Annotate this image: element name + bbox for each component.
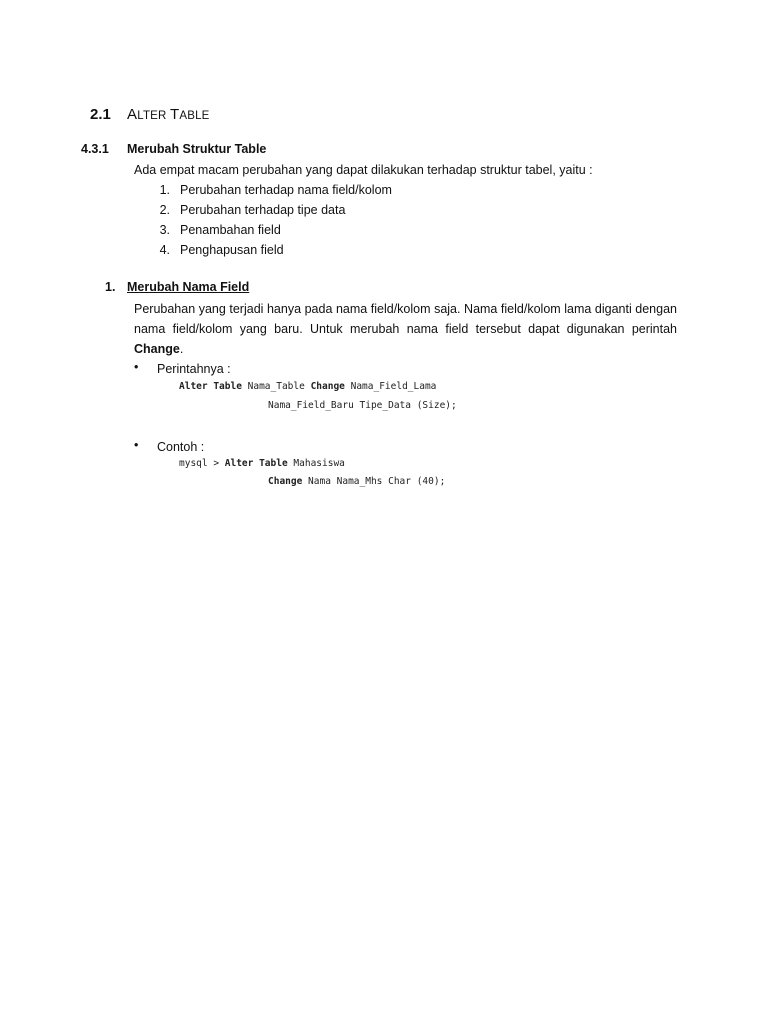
subsection-intro: Ada empat macam perubahan yang dapat dilakukan terhadap struktur tabel, yaitu : [134, 163, 593, 177]
section-number: 2.1 [90, 106, 111, 123]
section-title-part-1: LTER [137, 110, 170, 122]
list-item-number: 2. [159, 203, 170, 217]
subsection-title: Merubah Struktur Table [127, 142, 267, 156]
code-keyword: Change [268, 476, 303, 487]
syntax-line-2: Nama_Field_Baru Tipe_Data (Size); [268, 400, 457, 411]
bullet-icon: • [134, 360, 139, 374]
example-label: Contoh : [157, 440, 205, 454]
bullet-icon: • [134, 438, 139, 452]
section-title-part-2: ABLE [179, 110, 210, 122]
list-item: Penghapusan field [180, 243, 284, 257]
list-item: Perubahan terhadap tipe data [180, 203, 346, 217]
code-keyword: Change [310, 381, 345, 392]
code-keyword: Alter Table [224, 458, 288, 469]
part-title: Merubah Nama Field [127, 280, 250, 294]
part-number: 1. [105, 280, 116, 294]
list-item-number: 4. [159, 243, 170, 257]
part-paragraph [134, 299, 677, 359]
list-item: Penambahan field [180, 223, 281, 237]
syntax-label: Perintahnya : [157, 362, 231, 376]
syntax-line-1 [179, 381, 436, 392]
code-keyword: Alter Table [179, 381, 242, 392]
example-line-1 [179, 458, 345, 469]
code-text: Nama_Field_Lama [344, 381, 437, 392]
paragraph-keyword: Change [134, 342, 180, 356]
section-title-initial-2: T [169, 106, 180, 123]
code-text: Nama_Table [241, 381, 311, 392]
paragraph-end: . [179, 342, 184, 356]
code-text: Mahasiswa [287, 458, 345, 469]
list-item: Perubahan terhadap nama field/kolom [180, 183, 392, 197]
section-title-initial-1: A [127, 106, 138, 123]
code-prompt: mysql > [179, 458, 225, 469]
subsection-number: 4.3.1 [81, 142, 109, 156]
list-item-number: 3. [159, 223, 170, 237]
code-text: Nama Nama_Mhs Char (40); [302, 476, 446, 487]
example-line-2 [268, 476, 445, 487]
section-title [127, 106, 210, 123]
list-item-number: 1. [159, 183, 170, 197]
paragraph-text: Perubahan yang terjadi hanya pada nama field/kolom saja. Nama field/kolom lama diganti dengan nama field/kolom yang baru. Untuk merubah nama field tersebut dapat digunakan perintah [134, 302, 677, 336]
